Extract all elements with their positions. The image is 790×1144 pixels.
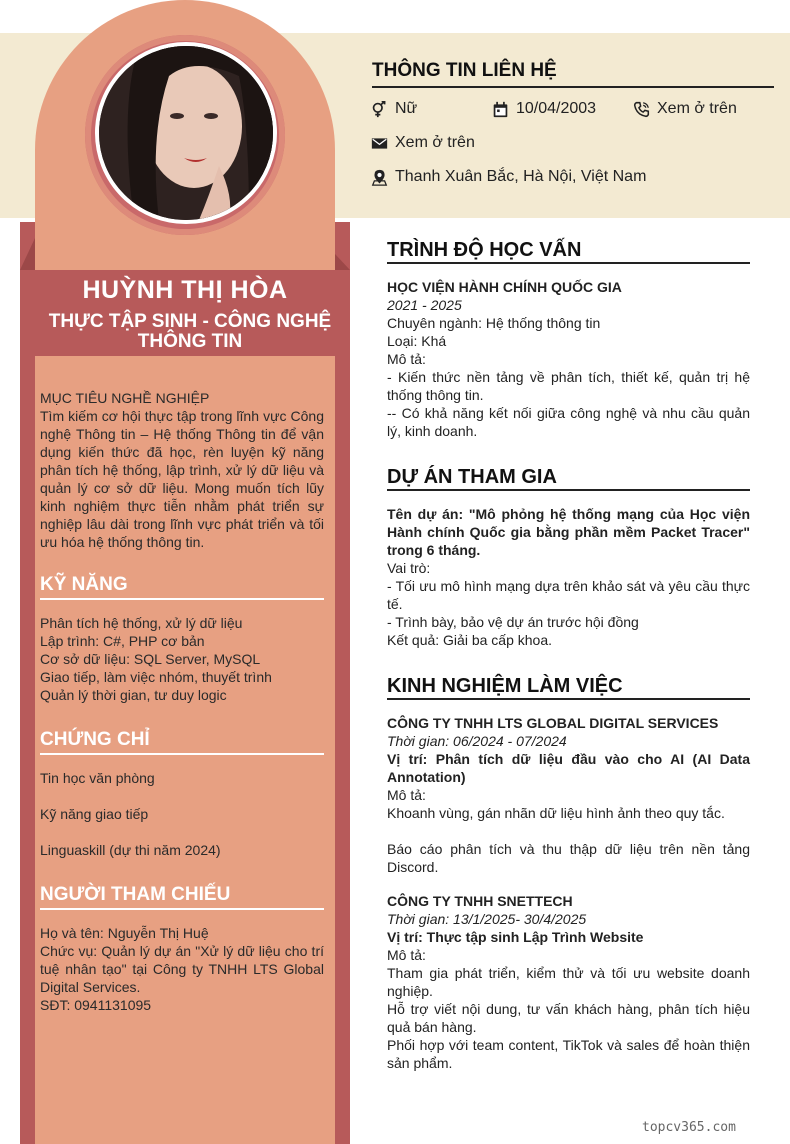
job-desc: Khoanh vùng, gán nhãn dữ liệu hình ảnh theo quy tắc. bbox=[387, 805, 725, 821]
skills-title: KỸ NĂNG bbox=[40, 576, 324, 600]
list-item: Phân tích hệ thống, xử lý dữ liệu bbox=[40, 615, 243, 631]
contact-email bbox=[371, 134, 475, 152]
job-desc: Phối hợp với team content, TikTok và sales để hoàn thiện sản phẩm. bbox=[387, 1037, 750, 1071]
contact-gender bbox=[371, 100, 417, 118]
list-item: Kỹ năng giao tiếp bbox=[40, 806, 149, 822]
reference-section bbox=[40, 886, 324, 1014]
reference-title: NGƯỜI THAM CHIẾU bbox=[40, 886, 324, 910]
job-period: Thời gian: 06/2024 - 07/2024 bbox=[387, 733, 567, 749]
project-role: - Tối ưu mô hình mạng dựa trên khảo sát và yêu cầu thực tế. bbox=[387, 578, 750, 612]
certificates-section bbox=[40, 731, 324, 859]
school-desc: -- Có khả năng kết nối giữa công nghệ và nhu cầu quản lý, kinh doanh. bbox=[387, 405, 750, 439]
school-name: HỌC VIỆN HÀNH CHÍNH QUỐC GIA bbox=[387, 279, 622, 295]
list-item: Giao tiếp, làm việc nhóm, thuyết trình bbox=[40, 669, 272, 685]
job-desc: Tham gia phát triển, kiểm thử và tối ưu website doanh nghiệp. bbox=[387, 965, 750, 999]
school-desc: - Kiến thức nền tảng về phân tích, thiết kế, quản trị hệ thống thông tin. bbox=[387, 369, 750, 403]
email-value: Xem ở trên bbox=[395, 134, 475, 151]
projects-title: DỰ ÁN THAM GIA bbox=[387, 468, 750, 491]
job-period: Thời gian: 13/1/2025- 30/4/2025 bbox=[387, 911, 587, 927]
education-title: TRÌNH ĐỘ HỌC VẤN bbox=[387, 241, 750, 264]
profile-role: THỰC TẬP SINH - CÔNG NGHỆ THÔNG TIN bbox=[48, 311, 332, 352]
avatar bbox=[95, 42, 277, 224]
project-result: Kết quả: Giải ba cấp khoa. bbox=[387, 632, 552, 648]
calendar-icon bbox=[492, 101, 509, 118]
job-entry bbox=[387, 714, 750, 876]
ribbon-fold-left bbox=[20, 238, 35, 270]
job-position: Vị trí: Phân tích dữ liệu đầu vào cho AI (AI Data Annotation) bbox=[387, 751, 750, 785]
school-period: 2021 - 2025 bbox=[387, 297, 462, 313]
location-icon bbox=[371, 169, 388, 186]
job-desc: Hỗ trợ viết nội dung, tư vấn khách hàng, phân tích hiệu quả bán hàng. bbox=[387, 1001, 750, 1035]
list-item: Lập trình: C#, PHP cơ bản bbox=[40, 633, 205, 649]
list-item: Tin học văn phòng bbox=[40, 770, 155, 786]
reference-name: Họ và tên: Nguyễn Thị Huệ bbox=[40, 925, 209, 941]
project-role-label: Vai trò: bbox=[387, 560, 431, 576]
birthday-value: 10/04/2003 bbox=[516, 100, 597, 117]
job-desc-label: Mô tả: bbox=[387, 947, 426, 963]
gender-value: Nữ bbox=[395, 100, 418, 117]
projects-section bbox=[387, 468, 750, 649]
profile-name: HUỲNH THỊ HÒA bbox=[82, 276, 288, 304]
objective-title: MỤC TIÊU NGHỀ NGHIỆP bbox=[40, 390, 210, 406]
watermark: topcv365.com bbox=[642, 1120, 736, 1135]
school-desc-label: Mô tả: bbox=[387, 351, 426, 367]
job-company: CÔNG TY TNHH LTS GLOBAL DIGITAL SERVICES bbox=[387, 715, 719, 731]
gender-icon bbox=[371, 101, 388, 118]
experience-section bbox=[387, 677, 750, 1072]
ribbon-fold-right bbox=[335, 254, 350, 270]
list-item: Linguaskill (dự thi năm 2024) bbox=[40, 842, 221, 858]
address-value: Thanh Xuân Bắc, Hà Nội, Việt Nam bbox=[395, 168, 647, 185]
job-entry bbox=[387, 892, 750, 1072]
contact-birthday bbox=[492, 100, 596, 118]
reference-position: Chức vụ: Quản lý dự án "Xử lý dữ liệu cho trí tuệ nhân tạo" tại Công ty TNHH LTS Global Digital Services. bbox=[40, 943, 324, 995]
list-item: Cơ sở dữ liệu: SQL Server, MySQL bbox=[40, 651, 261, 667]
education-section bbox=[387, 241, 750, 440]
job-desc: Báo cáo phân tích và thu thập dữ liệu trên nền tảng Discord. bbox=[387, 841, 750, 875]
job-desc-label: Mô tả: bbox=[387, 787, 426, 803]
phone-value: Xem ở trên bbox=[657, 100, 737, 117]
project-name: Tên dự án: "Mô phỏng hệ thống mạng của Học viện Hành chính Quốc gia bằng phần mềm Packet Tracer" trong 6 tháng. bbox=[387, 506, 750, 558]
contact-address bbox=[371, 168, 646, 186]
list-item: Quản lý thời gian, tư duy logic bbox=[40, 687, 227, 703]
job-position: Vị trí: Thực tập sinh Lập Trình Website bbox=[387, 929, 644, 945]
mail-icon bbox=[371, 135, 388, 152]
contact-phone bbox=[633, 100, 737, 118]
school-grade: Loại: Khá bbox=[387, 333, 447, 349]
experience-title: KINH NGHIỆM LÀM VIỆC bbox=[387, 677, 750, 700]
project-role: - Trình bày, bảo vệ dự án trước hội đồng bbox=[387, 614, 639, 630]
objective-section bbox=[40, 389, 324, 551]
reference-phone: SĐT: 0941131095 bbox=[40, 997, 152, 1013]
contact-title: THÔNG TIN LIÊN HỆ bbox=[372, 60, 774, 88]
certificates-title: CHỨNG CHỈ bbox=[40, 731, 324, 755]
phone-icon bbox=[633, 101, 650, 118]
skills-section bbox=[40, 576, 324, 704]
school-major: Chuyên ngành: Hệ thống thông tin bbox=[387, 315, 601, 331]
job-company: CÔNG TY TNHH SNETTECH bbox=[387, 893, 573, 909]
objective-text: Tìm kiếm cơ hội thực tập trong lĩnh vực Công nghệ Thông tin – Hệ thống Thông tin để vận dụng kiến thức đã học, rèn luyện kỹ năng phân tích hệ thống, lập trình, xử lý dữ liệu và quản lý cơ sở dữ liệu. Mong muốn tích lũy kinh nghiệm thực tiễn nhằm phát triển sự nghiệp lâu dài trong lĩnh vực phát triển và tối ưu hóa hệ thống thông tin. bbox=[40, 408, 324, 550]
